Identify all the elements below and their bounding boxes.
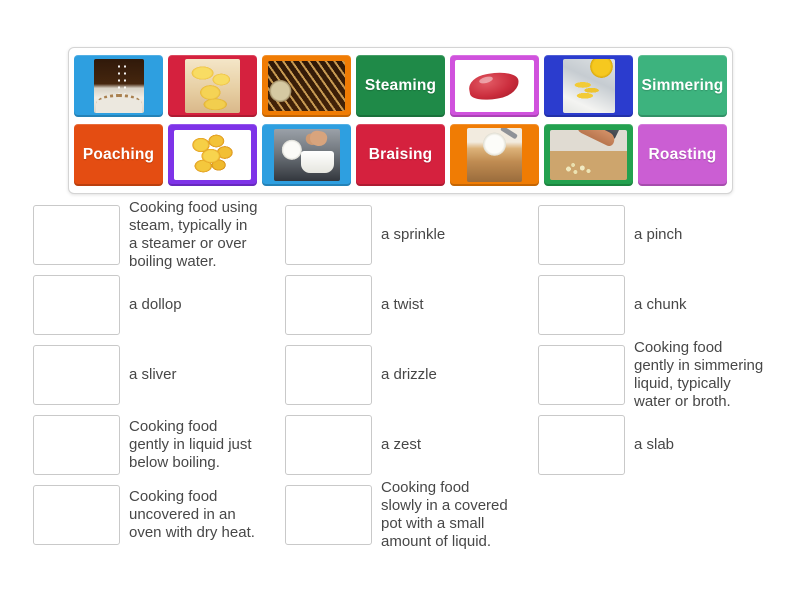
tile-image-pinch[interactable]	[262, 124, 351, 186]
match-text: a sprinkle	[381, 226, 446, 243]
match-row	[285, 415, 511, 475]
match-row	[538, 275, 764, 335]
answer-dropzone[interactable]	[285, 485, 372, 545]
match-row	[285, 275, 511, 335]
raw-meat-photo	[455, 60, 534, 112]
match-text: a drizzle	[381, 366, 437, 383]
match-row	[33, 485, 259, 545]
answer-dropzone[interactable]	[538, 205, 625, 265]
tile-word-poaching[interactable]	[74, 124, 163, 186]
lemon-zest-photo	[563, 59, 615, 113]
match-row	[285, 345, 511, 405]
answer-dropzone[interactable]	[285, 205, 372, 265]
tile-word-label: Braising	[368, 146, 433, 163]
knife-mincing-photo	[550, 130, 627, 180]
match-text: Cooking food slowly in a covered pot with a small amount of liquid.	[381, 479, 508, 550]
answer-dropzone[interactable]	[285, 275, 372, 335]
tile-image-lemon-zest[interactable]	[544, 55, 633, 117]
drizzle-photo	[268, 61, 345, 111]
sprinkle-photo	[94, 59, 144, 113]
tile-image-raw-meat[interactable]	[450, 55, 539, 117]
answer-dropzone[interactable]	[538, 415, 625, 475]
answer-dropzone[interactable]	[33, 415, 120, 475]
match-row	[33, 345, 259, 405]
match-text: Cooking food uncovered in an oven with dry heat.	[129, 488, 255, 541]
match-text: Cooking food gently in liquid just below boiling.	[129, 418, 252, 471]
match-column-3	[538, 205, 764, 485]
tile-word-simmering[interactable]	[638, 55, 727, 117]
answer-dropzone[interactable]	[285, 345, 372, 405]
tile-word-label: Steaming	[364, 77, 437, 94]
match-text: a slab	[634, 436, 675, 453]
match-row	[33, 199, 259, 270]
tile-word-roasting[interactable]	[638, 124, 727, 186]
answer-dropzone[interactable]	[285, 415, 372, 475]
match-row	[285, 479, 511, 550]
tile-word-braising[interactable]	[356, 124, 445, 186]
answer-dropzone[interactable]	[33, 275, 120, 335]
tile-word-steaming[interactable]	[356, 55, 445, 117]
tile-word-label: Simmering	[641, 77, 724, 94]
match-row	[285, 205, 511, 265]
match-row	[538, 339, 764, 410]
pinch-photo	[274, 129, 340, 181]
match-text: Cooking food using steam, typically in a steamer or over boiling water.	[129, 199, 258, 270]
match-row	[538, 205, 764, 265]
match-column-2	[285, 205, 511, 555]
dollop-photo	[467, 128, 522, 182]
match-column-1	[33, 199, 259, 555]
tile-board	[68, 47, 733, 194]
butter-curls-photo	[185, 59, 240, 113]
match-text: a twist	[381, 296, 424, 313]
match-text: a zest	[381, 436, 422, 453]
match-text: a dollop	[129, 296, 182, 313]
tile-image-dollop[interactable]	[450, 124, 539, 186]
pineapple-chunks-photo	[174, 130, 251, 180]
answer-dropzone[interactable]	[538, 275, 625, 335]
tile-image-pineapple-chunks[interactable]	[168, 124, 257, 186]
answer-dropzone[interactable]	[33, 485, 120, 545]
answer-dropzone[interactable]	[33, 205, 120, 265]
answer-dropzone[interactable]	[33, 345, 120, 405]
tile-image-sprinkle[interactable]	[74, 55, 163, 117]
match-row	[538, 415, 764, 475]
match-row	[33, 415, 259, 475]
tile-image-knife-mincing[interactable]	[544, 124, 633, 186]
match-text: a pinch	[634, 226, 683, 243]
tile-image-drizzle[interactable]	[262, 55, 351, 117]
tile-word-label: Roasting	[648, 146, 717, 163]
tile-word-label: Poaching	[82, 146, 155, 163]
match-text: a sliver	[129, 366, 177, 383]
answer-dropzone[interactable]	[538, 345, 625, 405]
match-text: Cooking food gently in simmering liquid, typically water or broth.	[634, 339, 764, 410]
tile-image-butter-curls[interactable]	[168, 55, 257, 117]
match-row	[33, 275, 259, 335]
match-text: a chunk	[634, 296, 687, 313]
